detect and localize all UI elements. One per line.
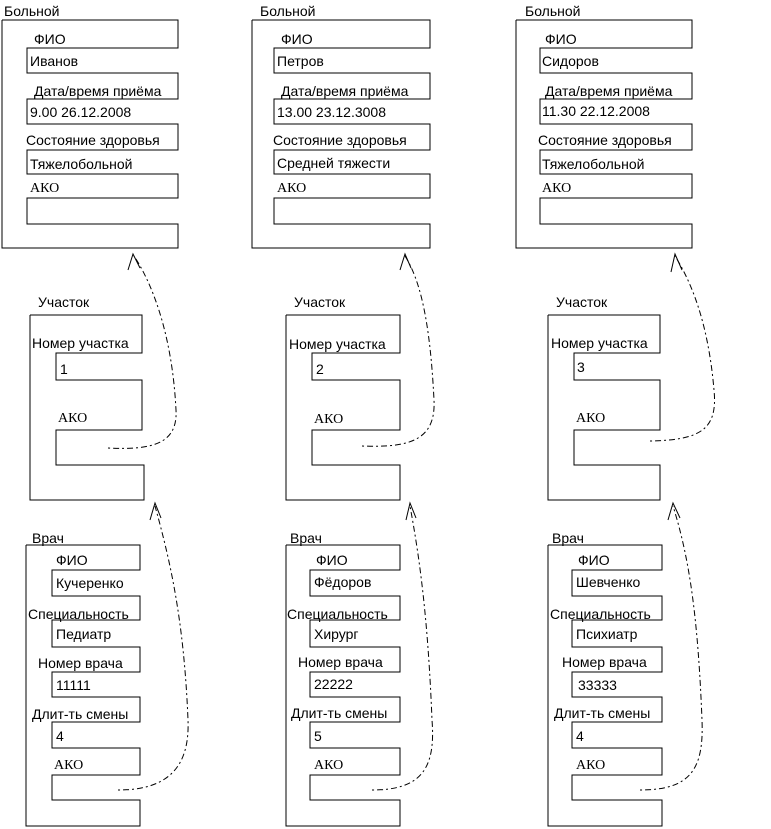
fio-value: Кучеренко <box>56 575 124 591</box>
section-title: Участок <box>556 294 608 310</box>
section-number-label: Номер участка <box>551 335 648 351</box>
section-title: Участок <box>38 294 90 310</box>
ako-label: АКО <box>542 181 572 196</box>
specialty-value: Хирург <box>314 626 359 642</box>
section-number-value: 2 <box>316 361 324 377</box>
fio-label: ФИО <box>316 552 348 568</box>
ako-label: АКО <box>314 412 344 427</box>
ako-label: АКО <box>277 181 307 196</box>
health-state-label: Состояние здоровья <box>273 132 407 148</box>
patient-title: Больной <box>525 3 581 19</box>
specialty-label: Специальность <box>28 606 129 622</box>
ako-label: АКО <box>54 758 84 773</box>
shift-length-label: Длит-ть смены <box>554 705 651 721</box>
section-title: Участок <box>294 294 346 310</box>
fio-label: ФИО <box>578 552 610 568</box>
ako-label: АКО <box>58 411 88 426</box>
shift-length-value: 4 <box>56 728 64 744</box>
health-state-label: Состояние здоровья <box>538 132 672 148</box>
doctor-title: Врач <box>552 530 584 546</box>
specialty-value: Психиатр <box>576 626 638 642</box>
fio-label: ФИО <box>34 31 66 47</box>
section-number-label: Номер участка <box>289 336 386 352</box>
doctor-number-value: 11111 <box>56 677 91 693</box>
doctor-title: Врач <box>32 530 64 546</box>
doctor-number-value: 22222 <box>314 676 353 692</box>
fio-label: ФИО <box>56 552 88 568</box>
shift-length-value: 5 <box>314 728 322 744</box>
health-state-label: Состояние здоровья <box>26 132 160 148</box>
shift-length-label: Длит-ть смены <box>32 706 129 722</box>
specialty-value: Педиатр <box>56 626 112 642</box>
section-number-value: 3 <box>577 359 585 375</box>
fio-value: Шевченко <box>576 574 641 590</box>
datetime-label: Дата/время приёма <box>34 83 162 99</box>
fio-label: ФИО <box>281 31 313 47</box>
health-state-value: Средней тяжести <box>277 155 391 171</box>
patient-title: Больной <box>4 3 60 19</box>
fio-value: Иванов <box>30 53 79 69</box>
datetime-value: 11.30 22.12.2008 <box>542 103 650 119</box>
fio-value: Фёдоров <box>314 574 372 590</box>
fio-value: Сидоров <box>542 53 599 69</box>
doctor-number-label: Номер врача <box>38 655 123 671</box>
ako-label: АКО <box>314 758 344 773</box>
doctor-number-label: Номер врача <box>298 654 383 670</box>
fio-value: Петров <box>277 53 324 69</box>
datetime-label: Дата/время приёма <box>281 83 409 99</box>
doctor-number-label: Номер врача <box>562 654 647 670</box>
section-number-label: Номер участка <box>32 335 129 351</box>
section-number-value: 1 <box>60 361 68 377</box>
shift-length-label: Длит-ть смены <box>291 705 388 721</box>
health-state-value: Тяжелобольной <box>30 156 133 172</box>
datetime-label: Дата/время приёма <box>545 83 673 99</box>
specialty-label: Специальность <box>550 606 651 622</box>
shift-length-value: 4 <box>576 728 584 744</box>
datetime-value: 9.00 26.12.2008 <box>30 104 132 120</box>
doctor-number-value: 33333 <box>578 677 617 693</box>
ako-label: АКО <box>576 411 606 426</box>
patient-title: Больной <box>260 3 316 19</box>
ako-label: АКО <box>576 758 606 773</box>
specialty-label: Специальность <box>287 606 388 622</box>
ako-label: АКО <box>30 181 60 196</box>
datetime-value: 13.00 23.12.3008 <box>277 104 386 120</box>
doctor-title: Врач <box>290 530 322 546</box>
health-state-value: Тяжелобольной <box>542 156 645 172</box>
fio-label: ФИО <box>545 31 577 47</box>
